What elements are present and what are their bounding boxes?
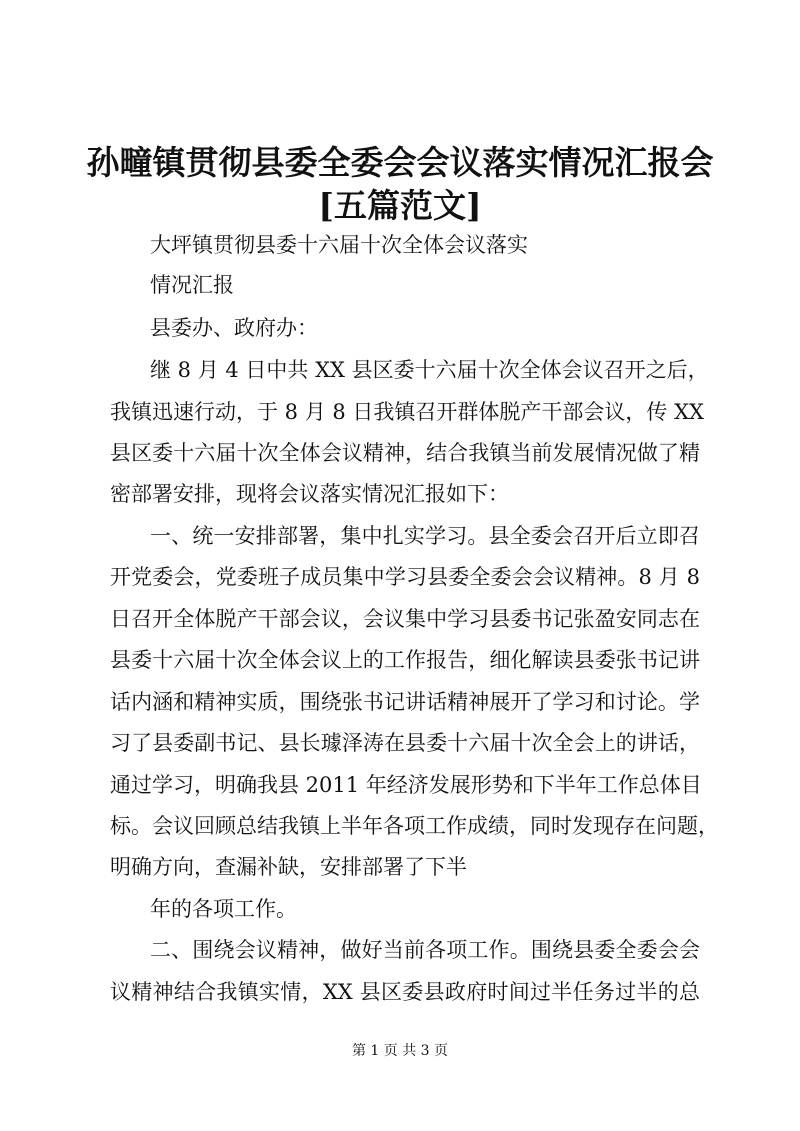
paragraph-line: 密部署安排，现将会议落实情况汇报如下：	[110, 482, 509, 506]
paragraph-line: 开党委会，党委班子成员集中学习县委全委会会议精神。8 月 8	[110, 565, 700, 589]
paragraph-line: 议精神结合我镇实情，XX 县区委县政府时间过半任务过半的总	[110, 980, 700, 1004]
paragraph-line: 日召开全体脱产干部会议，会议集中学习县委书记张盈安同志在	[110, 607, 700, 631]
paragraph-line: 话内涵和精神实质，围绕张书记讲话精神展开了学习和讨论。学	[110, 690, 700, 714]
paragraph-line: 二、围绕会议精神，做好当前各项工作。围绕县委全委会会	[150, 938, 700, 962]
page-footer: 第 1 页 共 3 页	[351, 1043, 449, 1059]
salutation: 县委办、政府办：	[150, 316, 318, 340]
subtitle-line-2: 情况汇报	[150, 273, 234, 297]
paragraph-line: 明确方向，查漏补缺，安排部署了下半	[110, 855, 467, 879]
document-title-line-1: 孙疃镇贯彻县委全委会会议落实情况汇报会	[86, 143, 714, 182]
paragraph-line: 我镇迅速行动，于 8 月 8 日我镇召开群体脱产干部会议，传 XX	[110, 400, 704, 424]
paragraph-line: 县委十六届十次全体会议上的工作报告，细化解读县委张书记讲	[110, 648, 700, 672]
paragraph-line: 年的各项工作。	[150, 897, 297, 921]
subtitle-line-1: 大坪镇贯彻县委十六届十次全体会议落实	[150, 233, 528, 257]
paragraph-line: 通过学习，明确我县 2011 年经济发展形势和下半年工作总体目	[110, 773, 702, 797]
paragraph-line: 习了县委副书记、县长璩泽涛在县委十六届十次全会上的讲话，	[110, 731, 700, 755]
paragraph-line: 继 8 月 4 日中共 XX 县区委十六届十次全体会议召开之后，	[150, 358, 709, 382]
paragraph-line: 一、统一安排部署，集中扎实学习。县全委会召开后立即召	[150, 524, 700, 548]
paragraph-line: 县区委十六届十次全体会议精神，结合我镇当前发展情况做了精	[110, 441, 700, 465]
document-title-line-2: [五篇范文]	[318, 186, 482, 225]
paragraph-line: 标。会议回顾总结我镇上半年各项工作成绩，同时发现存在问题，	[110, 814, 719, 838]
